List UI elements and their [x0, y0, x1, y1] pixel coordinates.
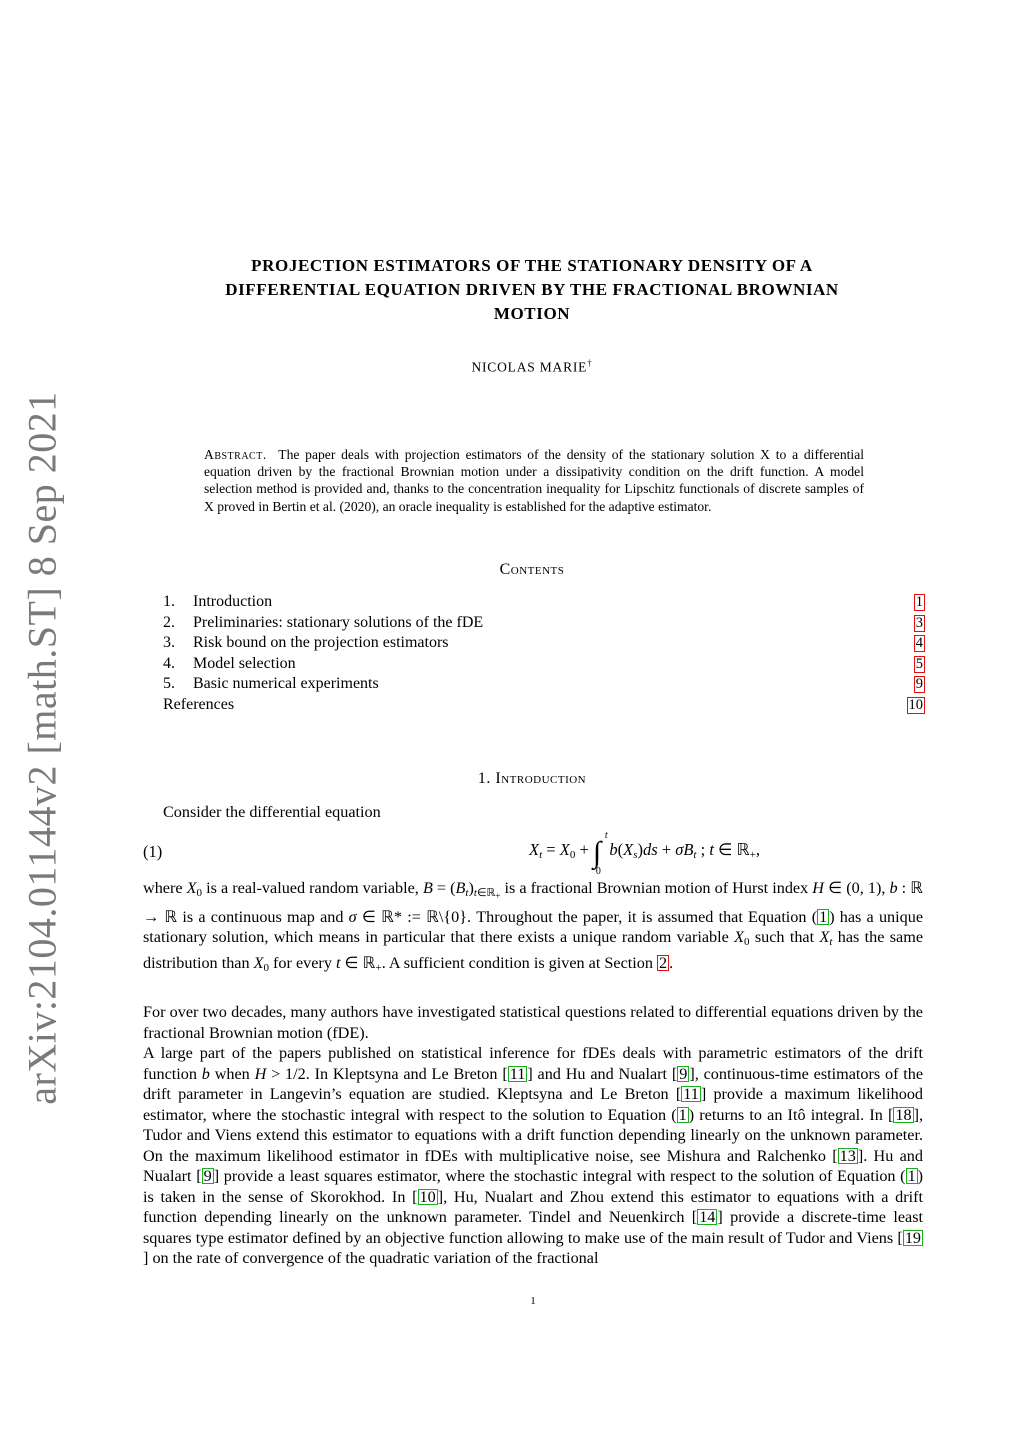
text-run: has a unique stationary solution, which means in particular that there exists a unique random variable	[143, 907, 923, 947]
paragraph-2: For over two decades, many authors have investigated statistical questions related to differential equations driven by the fractional Brownian motion (fDE).	[143, 1003, 923, 1042]
text-run: provide a least squares estimator, where the stochastic integral with respect to the solution of Equation	[223, 1167, 896, 1186]
citation-link[interactable]: 18	[895, 1105, 912, 1124]
author	[150, 358, 914, 376]
table-of-contents	[163, 592, 925, 716]
toc-item-label[interactable]: Risk bound on the projection estimators	[193, 634, 449, 652]
text-run: is a continuous map and	[182, 907, 344, 926]
text-run: , Hu, Nualart and Zhou extend this estimator to equations with a drift function depending linearly on the unknown parameter. Tindel and Neuenkirch	[143, 1187, 924, 1227]
toc-page-link[interactable]: 9	[915, 676, 923, 693]
toc-page-link[interactable]: 4	[915, 635, 923, 652]
citation-link[interactable]: 11	[683, 1085, 699, 1104]
text-run: is a real-valued random variable,	[206, 879, 419, 897]
text-run: on the rate of convergence of the quadratic variation of the fractional	[152, 1249, 599, 1268]
intro-sentence: Consider the differential equation	[163, 803, 381, 821]
citation-link[interactable]: 9	[203, 1167, 212, 1186]
toc-item[interactable]	[163, 654, 925, 675]
section-number: 1.	[477, 770, 491, 787]
toc-item[interactable]	[163, 592, 925, 613]
toc-item-number: 5.	[163, 675, 175, 693]
text-run: has the same distribution than	[143, 928, 924, 972]
text-run: provide a discrete-time least squares type estimator defined by an objective function allowing to make use of the main result of Tudor and Viens	[143, 1208, 924, 1247]
toc-item-label[interactable]: References	[163, 695, 235, 713]
title-line-2: DIFFERENTIAL EQUATION DRIVEN BY THE FRACTIONAL BROWNIAN	[225, 280, 839, 299]
toc-item-label[interactable]: Introduction	[193, 593, 273, 610]
text-run: . Throughout the paper, it is assumed that Equation	[467, 907, 807, 926]
toc-item-number: 1.	[163, 593, 175, 610]
equation-1	[143, 832, 923, 876]
toc-item-label[interactable]: Basic numerical experiments	[193, 675, 379, 693]
arxiv-stamp-text: arXiv:2104.01144v2 [math.ST] 8 Sep 2021	[19, 391, 65, 1105]
author-name: NICOLAS MARIE	[471, 359, 588, 375]
section-ref-link[interactable]: 2	[659, 953, 668, 972]
text-run: for every	[273, 953, 332, 972]
page-number: 1	[530, 1295, 536, 1307]
abstract-heading: Abstract.	[204, 447, 267, 462]
paragraph-1: where $X_0$ is a real-valued random variable, $B = (B_t)_{t\in ℝ_+}$ is a fractional Brownian motion of Hurst index H ∈ (0, 1), b : ℝ → ℝ is a continuous map and σ ∈ ℝ* := ℝ\{0}. Throughout the paper, it is assumed that Equation ( 1 ) has a unique stationary solution, which means in particular that there exists a unique random variable $X_0$ such that $X_t$ has the same distribution than $X_0$ for every t ∈ ℝ$_+$. A sufficient condition is given at Section 2 .	[143, 879, 924, 974]
text-run: is taken in the sense of Skorokhod. In	[143, 1187, 406, 1206]
equation-ref-link[interactable]: 1	[678, 1105, 687, 1124]
text-run: is a fractional Brownian motion of Hurst index	[504, 879, 809, 897]
abstract-text: The paper deals with projection estimators of the density of the stationary solution X to a differential equation driven by the fractional Brownian motion under a dissipativity condition on the drift function. A model selection method is provided and, thanks to the concentration inequality for Lipschitz functionals of discrete samples of X proved in Bertin et al. (2020), an oracle inequality is established for the adaptive estimator.	[204, 447, 865, 514]
text-run: provide a maximum likelihood estimator, where the stochastic integral with respect to the solution to Equation	[143, 1085, 924, 1124]
toc-page-link[interactable]: 3	[915, 614, 923, 631]
text-run: . A sufficient condition is given at Section	[381, 953, 653, 972]
toc-item-number: 2.	[163, 613, 175, 631]
section-title: Introduction	[495, 770, 587, 787]
text-run: returns to an Itô integral. In	[699, 1105, 883, 1124]
author-footnote-mark: †	[587, 358, 593, 368]
citation-link[interactable]: 10	[419, 1187, 436, 1206]
title-line-3: MOTION	[493, 304, 571, 323]
toc-item-label[interactable]: Model selection	[193, 654, 296, 672]
title-line-1: PROJECTION ESTIMATORS OF THE STATIONARY DENSITY OF A	[251, 256, 813, 275]
citation-link[interactable]: 9	[679, 1064, 688, 1083]
toc-page-link[interactable]: 1	[915, 594, 923, 610]
citation-link[interactable]: 19	[904, 1228, 921, 1247]
toc-item[interactable]	[163, 695, 925, 716]
toc-item[interactable]	[163, 613, 925, 634]
citation-link[interactable]: 14	[699, 1208, 716, 1227]
text-run: when	[214, 1064, 250, 1083]
citation-link[interactable]: 11	[509, 1064, 526, 1083]
text-run: A large part of the papers published on statistical inference for fDEs deals with parametric estimators of the drift function	[143, 1044, 923, 1083]
text-run: and Hu and Nualart	[537, 1064, 668, 1083]
equation-ref-link[interactable]: 1	[819, 907, 828, 926]
toc-page-link[interactable]: 10	[908, 696, 923, 713]
text-run: such that	[754, 928, 815, 947]
section-heading	[150, 770, 914, 788]
text-run: . Hu and Nualart	[143, 1146, 923, 1186]
toc-item-number: 4.	[163, 654, 175, 672]
equation-label: (1)	[143, 842, 163, 861]
paragraph-3: A large part of the papers published on statistical inference for fDEs deals with parametric estimators of the drift function b when H > 1/2. In Kleptsyna and Le Breton [ 11 ] and Hu and Nualart [ 9 ], continuous-time estimators of the drift parameter in Langevin’s equation are studied. Kleptsyna and Le Breton [ 11 ] provide a maximum likelihood estimator, where the stochastic integral with respect to the solution to Equation ( 1 ) returns to an Itô integral. In [ 18 ], Tudor and Viens extend this estimator to equations with a drift function depending linearly on the unknown parameter. On the maximum likelihood estimator in fDEs with multiplicative noise, see Mishura and Ralchenko [ 13 ]. Hu and Nualart [ 9 ] provide a least squares estimator, where the stochastic integral with respect to the solution of Equation ( 1 ) is taken in the sense of Skorokhod. In [ 10 ], Hu, Nualart and Zhou extend this estimator to equations with a drift function depending linearly on the unknown parameter. Tindel and Neuenkirch [ 14 ] provide a discrete-time least squares type estimator defined by an objective function allowing to make use of the main result of Tudor and Viens [ 19] on the rate of convergence of the quadratic variation of the fractional	[143, 1044, 924, 1268]
equation-ref-link[interactable]: 1	[907, 1167, 916, 1186]
contents-heading: Contents	[499, 561, 565, 578]
toc-item[interactable]	[163, 674, 925, 695]
toc-item-number: 3.	[163, 634, 175, 652]
arxiv-stamp	[0, 0, 80, 1448]
equation-body: $X_t = X_0$ + ∫ t 0 $b(X_s)ds + \sigma B_t$ ; t ∈ ℝ$_+$,	[529, 830, 760, 877]
text-run: , Tudor and Viens extend this estimator to equations with a drift function depending linearly on the unknown parameter. On the maximum likelihood estimator in fDEs with multiplicative noise, see Mishura and Ralchenko	[143, 1105, 923, 1165]
paper-title	[150, 254, 914, 326]
text-run: .	[669, 953, 674, 972]
toc-item-label[interactable]: Preliminaries: stationary solutions of the fDE	[193, 613, 484, 631]
citation-link[interactable]: 13	[839, 1146, 856, 1165]
text-run: where	[143, 879, 183, 897]
text-run: . In Kleptsyna and Le Breton	[305, 1064, 498, 1083]
toc-page-link[interactable]: 5	[915, 655, 923, 672]
integral-sign: ∫ t 0	[592, 830, 608, 877]
abstract	[204, 446, 864, 515]
toc-item[interactable]	[163, 633, 925, 654]
text-run: , continuous-time estimators of the drift parameter in Langevin’s equation are studied. Kleptsyna and Le Breton	[143, 1064, 924, 1104]
